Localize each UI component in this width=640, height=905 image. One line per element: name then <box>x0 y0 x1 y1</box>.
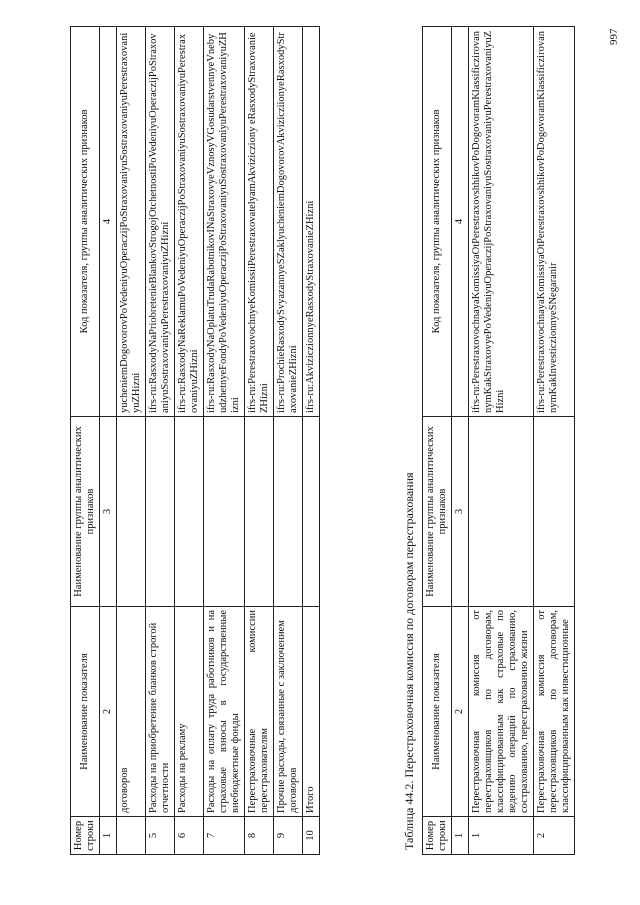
indicator-name: Расходы на оплату труда работников и на страховые взносы в государственные внебюджетные фонды <box>204 607 245 817</box>
table1-header-code: Код показателя, группы аналитических признаков <box>71 27 100 417</box>
group-name <box>303 417 320 607</box>
row-number <box>117 817 146 855</box>
table-acquisition-expenses <box>70 26 320 855</box>
table1-header-row <box>71 27 100 855</box>
group-name <box>175 417 204 607</box>
table1-colnum: 4 <box>100 27 117 417</box>
table2-colnum: 3 <box>452 417 469 607</box>
indicator-code: yucheniemDogovorovPoVedeniyuOperaczijPoStraxovaniyuSostraxovaniyuPerestraxovaniyuZHizni <box>117 27 146 417</box>
group-name <box>117 417 146 607</box>
indicator-code: ifrs-ru:PerestraxovochnayaKomissiyaOtPerestraxovshhikovPoDogovoramKlassificzirovannymKakStraxovyePoVedeniyuOperaczijPoStraxovaniyuSostraxovaniyuPerestraxovaniyuZHizni <box>469 27 534 417</box>
table2-caption: Таблица 44.2. Перестраховочная комиссия по договорам перестрахования <box>402 472 416 850</box>
table1-colnum-row <box>100 27 117 855</box>
indicator-name: Перестраховочные комиссии перестрахователям <box>245 607 274 817</box>
row-number: 1 <box>469 817 534 855</box>
row-number: 5 <box>146 817 175 855</box>
table1-header-name: Наименование показателя <box>71 607 100 817</box>
table-row <box>175 27 204 855</box>
table1-header-group: Наименование группы аналитических признаков <box>71 417 100 607</box>
table2-colnum: 1 <box>452 817 469 855</box>
table1-colnum: 1 <box>100 817 117 855</box>
table2-header-group: Наименование группы аналитических признаков <box>423 417 452 607</box>
table-row <box>117 27 146 855</box>
table-reinsurance-commission <box>422 26 575 855</box>
group-name <box>274 417 303 607</box>
table-row <box>146 27 175 855</box>
page-number: 997 <box>608 28 620 45</box>
indicator-code: ifrs-ru:PerestraxovochnyeKomissiiPerestraxovatelyamAkvizicziony eRasxodyStraxovanieZHizni <box>245 27 274 417</box>
table-row <box>204 27 245 855</box>
table2-colnum: 4 <box>452 27 469 417</box>
indicator-name: Перестраховочная комиссия от перестраховщиков по договорам, классифицированным как инвестиционные <box>534 607 575 817</box>
group-name <box>146 417 175 607</box>
row-number: 2 <box>534 817 575 855</box>
table-row <box>534 27 575 855</box>
row-number: 10 <box>303 817 320 855</box>
table2-header-name: Наименование показателя <box>423 607 452 817</box>
table2-header-row <box>423 27 452 855</box>
row-number: 8 <box>245 817 274 855</box>
table-row <box>274 27 303 855</box>
group-name <box>245 417 274 607</box>
indicator-name: Расходы на рекламу <box>175 607 204 817</box>
indicator-code: ifrs-ru:ProchieRasxodySvyazannyeSZaklyucheniemDogovorovAkvizicziionyeRasxodyStraxovanieZHizni <box>274 27 303 417</box>
row-number: 7 <box>204 817 245 855</box>
group-name <box>534 417 575 607</box>
indicator-name: Расходы на приобретение бланков строгой отчетности <box>146 607 175 817</box>
indicator-code: ifrs-ru:RasxodyNaPriobretenieBlankovStrogojOtchetnostiPoVedeniyuOperaczijPoStraxovaniyuSostraxovaniyuPerestraxovaniyuZHizni <box>146 27 175 417</box>
indicator-code: ifrs-ru:AkviziczionnyeRasxodyStraxovanieZHizni <box>303 27 320 417</box>
indicator-code: ifrs-ru:RasxodyNaOplatuTrudaRabotnikovINaStraxovyeVznosyVGosudarstvennyeVnebyudzhetnyeFondyPoVedeniyuOperaczijPoStraxovaniyuSostraxovaniyuPerestraxovaniyuZHizni <box>204 27 245 417</box>
table-row <box>469 27 534 855</box>
table2-header-code: Код показателя, группы аналитических признаков <box>423 27 452 417</box>
table-row <box>303 27 320 855</box>
table1-colnum: 3 <box>100 417 117 607</box>
indicator-name: Перестраховочная комиссия от перестраховщиков по договорам, классифицированным как страховые по ведению операций по страхованию, сострахованию, перестрахованию жизни <box>469 607 534 817</box>
indicator-code: ifrs-ru:PerestraxovochnayaKomissiyaOtPerestraxovshhikovPoDogovoramKlassificzirovannymKakInvesticzionnyeSNegaranir <box>534 27 575 417</box>
group-name <box>469 417 534 607</box>
table2-colnum: 2 <box>452 607 469 817</box>
table2-header-num: Номер строки <box>423 817 452 855</box>
row-number: 6 <box>175 817 204 855</box>
table2-colnum-row <box>452 27 469 855</box>
table-row <box>245 27 274 855</box>
table1-header-num: Номер строки <box>71 817 100 855</box>
indicator-name: договоров <box>117 607 146 817</box>
group-name <box>204 417 245 607</box>
indicator-code: ifrs-ru:RasxodyNaReklamuPoVedeniyuOperaczijPoStraxovaniyuSostraxovaniyuPerestraxovaniyuZHizni <box>175 27 204 417</box>
indicator-name: Прочие расходы, связанные с заключением договоров <box>274 607 303 817</box>
row-number: 9 <box>274 817 303 855</box>
indicator-name: Итого <box>303 607 320 817</box>
table1-colnum: 2 <box>100 607 117 817</box>
